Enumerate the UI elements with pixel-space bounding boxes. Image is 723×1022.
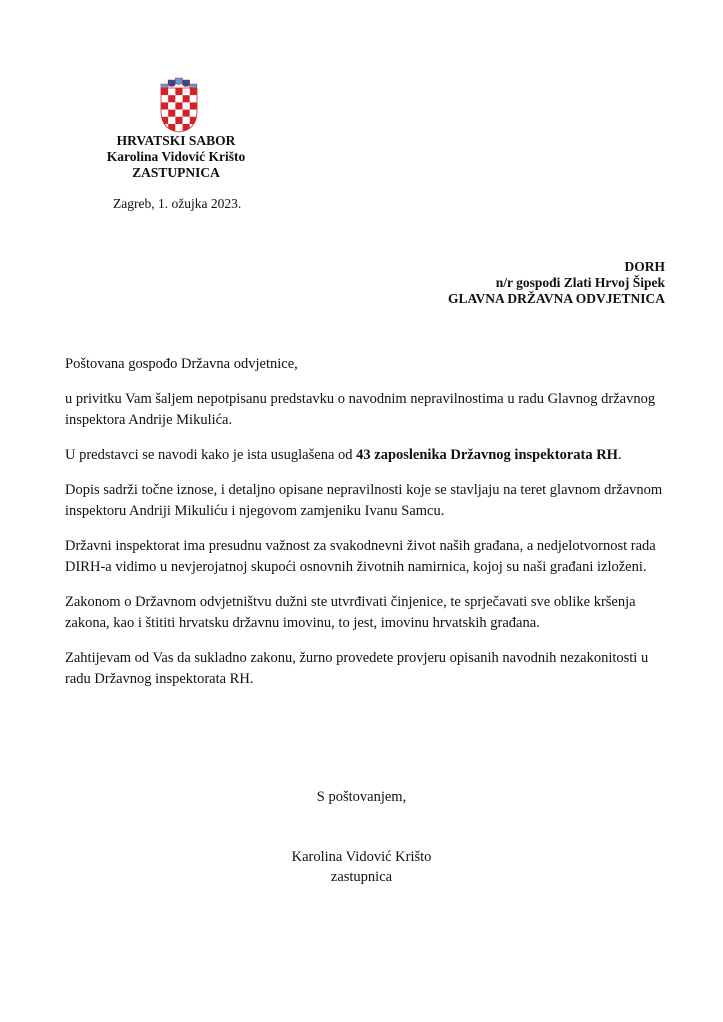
sender-block [96,133,256,181]
shield-square [175,95,182,102]
paragraph-3: Dopis sadrži točne iznose, i detaljno opisane nepravilnosti koje se stavljaju na teret glavnom državnom inspektoru Andriji Mikuliću i njegovom zamjeniku Ivanu Samcu. [65,482,663,519]
shield-square [161,88,168,95]
shield-square [175,124,182,131]
shield-square [183,88,190,95]
paragraph-2-bold: 43 zaposlenika Državnog inspektorata RH [356,447,618,463]
shield-square [161,95,168,102]
shield-square [190,102,197,109]
shield-square [183,110,190,117]
shield-square [161,102,168,109]
sender-name: Karolina Vidović Krišto [106,149,246,164]
paragraph-2-pre: U predstavci se navodi kako je ista usuglašena od [65,447,357,463]
shield-square [190,110,197,117]
letter-date: Zagreb, 1. ožujka 2023. [113,196,242,211]
crown-shield [168,80,175,87]
shield-square [168,117,175,124]
croatian-coat-of-arms-icon [155,72,203,134]
letter-body [65,354,665,704]
shield-square [168,95,175,102]
shield-square [175,88,182,95]
shield-square [175,102,182,109]
shield-square [175,117,182,124]
shield-square [161,110,168,117]
salutation: Poštovana gospođo Državna odvjetnice, [65,356,298,372]
shield-square [183,95,190,102]
recipient-block [448,259,665,307]
sender-role: ZASTUPNICA [132,165,220,180]
crown-shield [183,80,190,87]
shield-square [168,88,175,95]
crown-shield [175,78,182,85]
shield-square [190,88,197,95]
shield-square [190,95,197,102]
recipient-line-3: GLAVNA DRŽAVNA ODVJETNICA [447,291,665,306]
paragraph-4: Državni inspektorat ima presudnu važnost za svakodnevni život naših građana, a nedjelotvornost rada DIRH-a vidimo u nevjerojatnoj skupoći osnovnih životnih namirnica, kojoj su naši građani izloženi. [65,538,656,575]
recipient-line-2: n/r gospođi Zlati Hrvoj Šipek [495,275,665,290]
paragraph-1: u privitku Vam šaljem nepotpisanu predstavku o navodnim nepravilnostima u radu Glavnog državnog inspektora Andrije Mikulića. [65,391,656,428]
paragraph-5: Zakonom o Državnom odvjetništvu dužni ste utvrđivati činjenice, te sprječavati sve oblike kršenja zakona, kao i štititi hrvatsku državnu imovinu, to jest, imovinu hrvatskih građana. [65,594,636,631]
paragraph-2 [65,445,665,466]
shield-square [183,102,190,109]
signature-block [0,847,723,887]
paragraph-2-post: . [617,447,622,463]
shield-square [175,110,182,117]
signature-title: zastupnica [330,869,393,885]
sender-institution: HRVATSKI SABOR [116,133,236,148]
recipient-line-1: DORH [624,259,665,274]
closing-greeting: S poštovanjem, [316,789,407,805]
shield-square [183,117,190,124]
shield-square [168,102,175,109]
signature-name: Karolina Vidović Krišto [291,849,432,865]
paragraph-6: Zahtijevam od Vas da sukladno zakonu, žurno provedete provjeru opisanih navodnih nezakonitosti u radu Državnog inspektorata RH. [65,650,649,687]
shield-square [168,110,175,117]
